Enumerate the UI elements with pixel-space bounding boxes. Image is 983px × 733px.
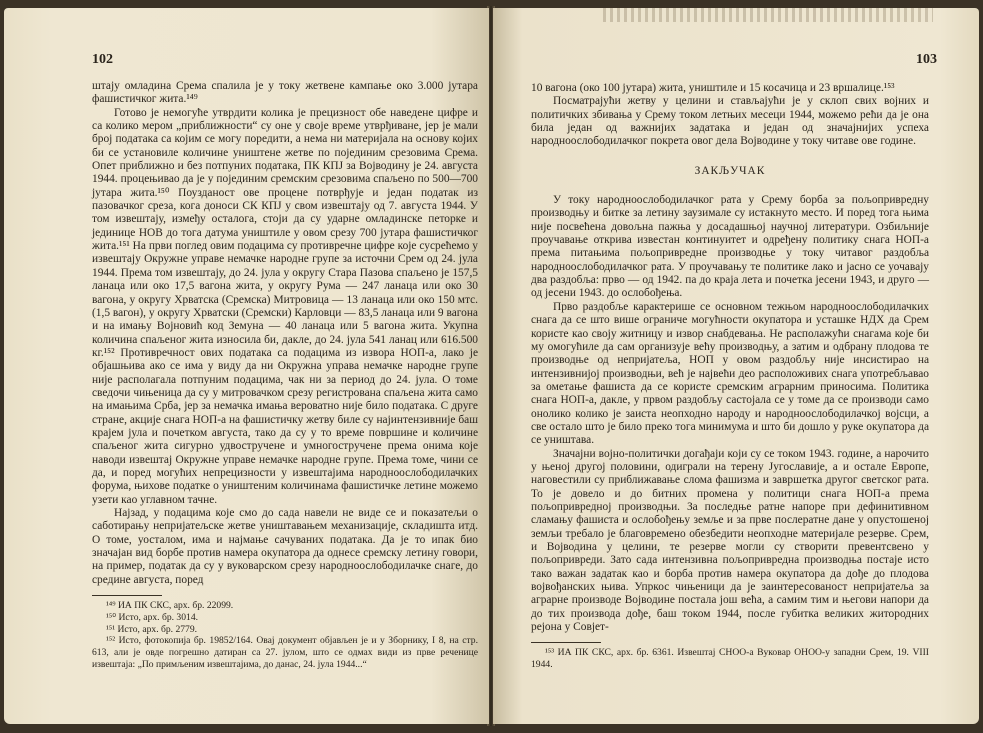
footnote-rule	[531, 642, 601, 643]
paragraph: штају омладина Срема спалила је у току жетвене кампање око 3.000 јутара фашистичког жита.¹⁴⁹	[92, 80, 478, 106]
right-page	[493, 8, 979, 724]
section-heading: ЗАКЉУЧАК	[694, 164, 766, 177]
footnote: ¹⁵² Исто, фотокопија бр. 19852/164. Овај документ објављен је и у Зборнику, I 8, на стр. 613, али је овде погрешно датиран са 27. јулом, што се одмах види из прве реченице извештаја: „По примљеним извештајима, до данас, 24. јула 1944...“	[92, 635, 478, 671]
left-page	[4, 8, 489, 724]
paragraph: Посматрајући жетву у целини и стављајући је у склоп свих војних и политичких збивања у Срему током летњих месеци 1944, можемо рећи да је она била један од важнијих задатака и један од значајнијих успеха народноослободилачког покрета овог дела Војводине у току читаве ове године.	[531, 95, 929, 148]
left-page-body	[92, 80, 478, 671]
footnote-rule	[92, 595, 162, 596]
paragraph: Најзад, у подацима које смо до сада навели не виде се и показатељи о саботирању непријатељске жетве уништавањем механизације, складишта итд. О томе, уосталом, има и најмање сачуваних података. Да је то ипак био значајан вид борбе против намера окупатора да однесе сремску летину говори, на пример, податак да су у вуковарском срезу народноослободилачке снаге, до средине августа, поред	[92, 507, 478, 586]
right-page-body	[531, 82, 929, 671]
paragraph: Значајни војно-политички догађаји који су се током 1943. године, а нарочито у њеној другој половини, одиграли на терену Југославије, а и осталe Европе, наговестили су приближавање слома фашизма и завршетка другог светског рата. То је довело и до битних промена у политици снага НОП-а према пољопривредној производњи. За последње ратне напоре при дефинитивном сламању фашиста и ослобођењу земље и за прве послератне дане у опустошеној земљи требало је благовремено обезбедити неопходне материјале резерве. Срем, и Војводина у целини, те резерве могли су створити превентсвено у пољопривреди. Зато сада интензивна пољопривредна производња постаје исто тако важан задатак као и борба против намера окупатора да дође до плодова војвођанских њива. Упркос чињеници да је заинтересованост непријатеља за аграрне производе Војводине постала још већа, а самим тим и његови напори да до тих производа дође, баш током 1944, после губитка великих житородних рејона у Совјет-	[531, 447, 929, 634]
footnote: ¹⁵¹ Исто, арх. бр. 2779.	[106, 623, 198, 635]
footnote: ¹⁵⁰ Исто, арх. бр. 3014.	[106, 611, 199, 623]
footnote: ¹⁴⁹ ИА ПК СКС, арх. бр. 22099.	[106, 600, 234, 612]
page-number-right: 103	[916, 52, 937, 67]
paragraph: Готово је немогуће утврдити колика је прецизност обе наведене цифре и са колико мером „приближности“ су оне у своје време утврђиване, јер је мали број података са којим се могу поредити, а нема ни материјала на основу којих би се установиле количине уништене жетве по појединим срезовима Срема. Опет приближно и без потпуних података, ПК КПЈ за Војводину је 24. августа 1944. процењивао да је у појединим сремским срезовима спаљено по 500—700 јутара жита.¹⁵⁰ Поузданост ове процене потврђује и један податак из пазовачког среза, кога доноси СК КПЈ у свом извештају од 7. августа 1944. У том извештају, између осталога, стоји да су ударне омладинске петорке и јединице НОВ до тога датума уништиле у овом срезу 700 јутара фашистичког жита.¹⁵¹ На први поглед овим подацима су противречне цифре које сусрећемо у извештају Окружне управе немачке народне групе за источни Срем од 24. јула 1944. Према том извештају, до 24. јула у округу Стара Пазова спаљено је 157,5 ланаца или око 17,5 вагона жита, у округу Рума — 247 ланаца или око 30 вагона, у округу Хрватска (Сремска) Митровица — 13 ланаца или око 150 мтс. (1,5 вагон), у округу Хрватски (Сремски) Карловци — 83,5 ланаца или 9 вагона и на имању Војновић код Земуна — 40 ланаца или 5 вагона жита. Укупна количина спаљеног жита износила би, дакле, до 24. јула 541 ланац или 616.500 кг.¹⁵² Противречност ових података са подацима из извора НОП-а, лако је објашњива ако се има у виду да ни Окружна управа немачке народне групе није располагала потпуним подацима, чак ни за период до 24. јула. О томе сведочи чињеница да су у митровачком срезу регистрована спаљена жита само на имањима Срба, јер за немачка имања вероватно није било података. С друге стране, акције снага НОП-а на фашистичку жетву биле су најинтензивније баш крајем јула и почетком августа, тако да су у то време површине и количине спаљеног жита сигурно удвостручене и умногостручене према онима које наводи извештај Окружне управе немачке народне групе. Према томе, чини се да, и поред могућих непрецизности у извештајима народноослободилачких форума, њихове податке о уништеним количинама фашистичке летине можемо узети као углавном тачне.	[92, 106, 478, 506]
footnotes-right	[531, 647, 929, 671]
footnotes-left	[92, 600, 478, 671]
page-number-left: 102	[92, 52, 113, 67]
paragraph: 10 вагона (око 100 јутара) жита, уништиле и 15 косачица и 23 вршалице.¹⁵³	[531, 82, 895, 94]
paragraph: Прво раздобље карактерише се основном тежњом народноослободилачких снага да се што више ограниче могућности окупатора и усташке НДХ да Срем користе као своју житницу и извор снабдевања. Не располажући снагама које би му омогућиле да сам организује већу производњу, а затим и одбрану плодова те производње од непријатеља, НОП у овом раздобљу није инсистирао на интензивнијој производњи, већ је највећи део расположивих снага употребљавао за ометање фашиста да се користе сремским аграрним приносима. Политика снага НОП-а, дакле, у првом раздобљу састојала се у томе да се производи само онолико колико је заиста неопходно народу и народноослободилачкој војсци, а све остало што је било преко тога минимума и што би дошло у руке окупатора да се уништава.	[531, 300, 929, 447]
page-edge-stain	[603, 8, 933, 22]
footnote: ¹⁵³ ИА ПК СКС, арх. бр. 6361. Извештај СНОО-а Вуковар ОНОО-у западни Срем, 19. VIII 1944.	[531, 647, 929, 671]
paragraph: У току народноослободилачког рата у Срему борба за пољопривредну производњу и битке за летину заузимале су истакнуто место. И поред тога њима није посвећена довољна пажња у досадашњој научној литератури. Озбиљније проучавање открива известан континуитет и одређену политику снага НОП-а према питањима пољопривредне производње у току читавог раздобља народноослободилачког рата. У проучавању те политике лако и јасно се уочавају два раздобља: прво — од 1942. па до краја лета и почетка јесени 1943, и друго — од јесени 1943. до ослобођења.	[531, 194, 929, 300]
